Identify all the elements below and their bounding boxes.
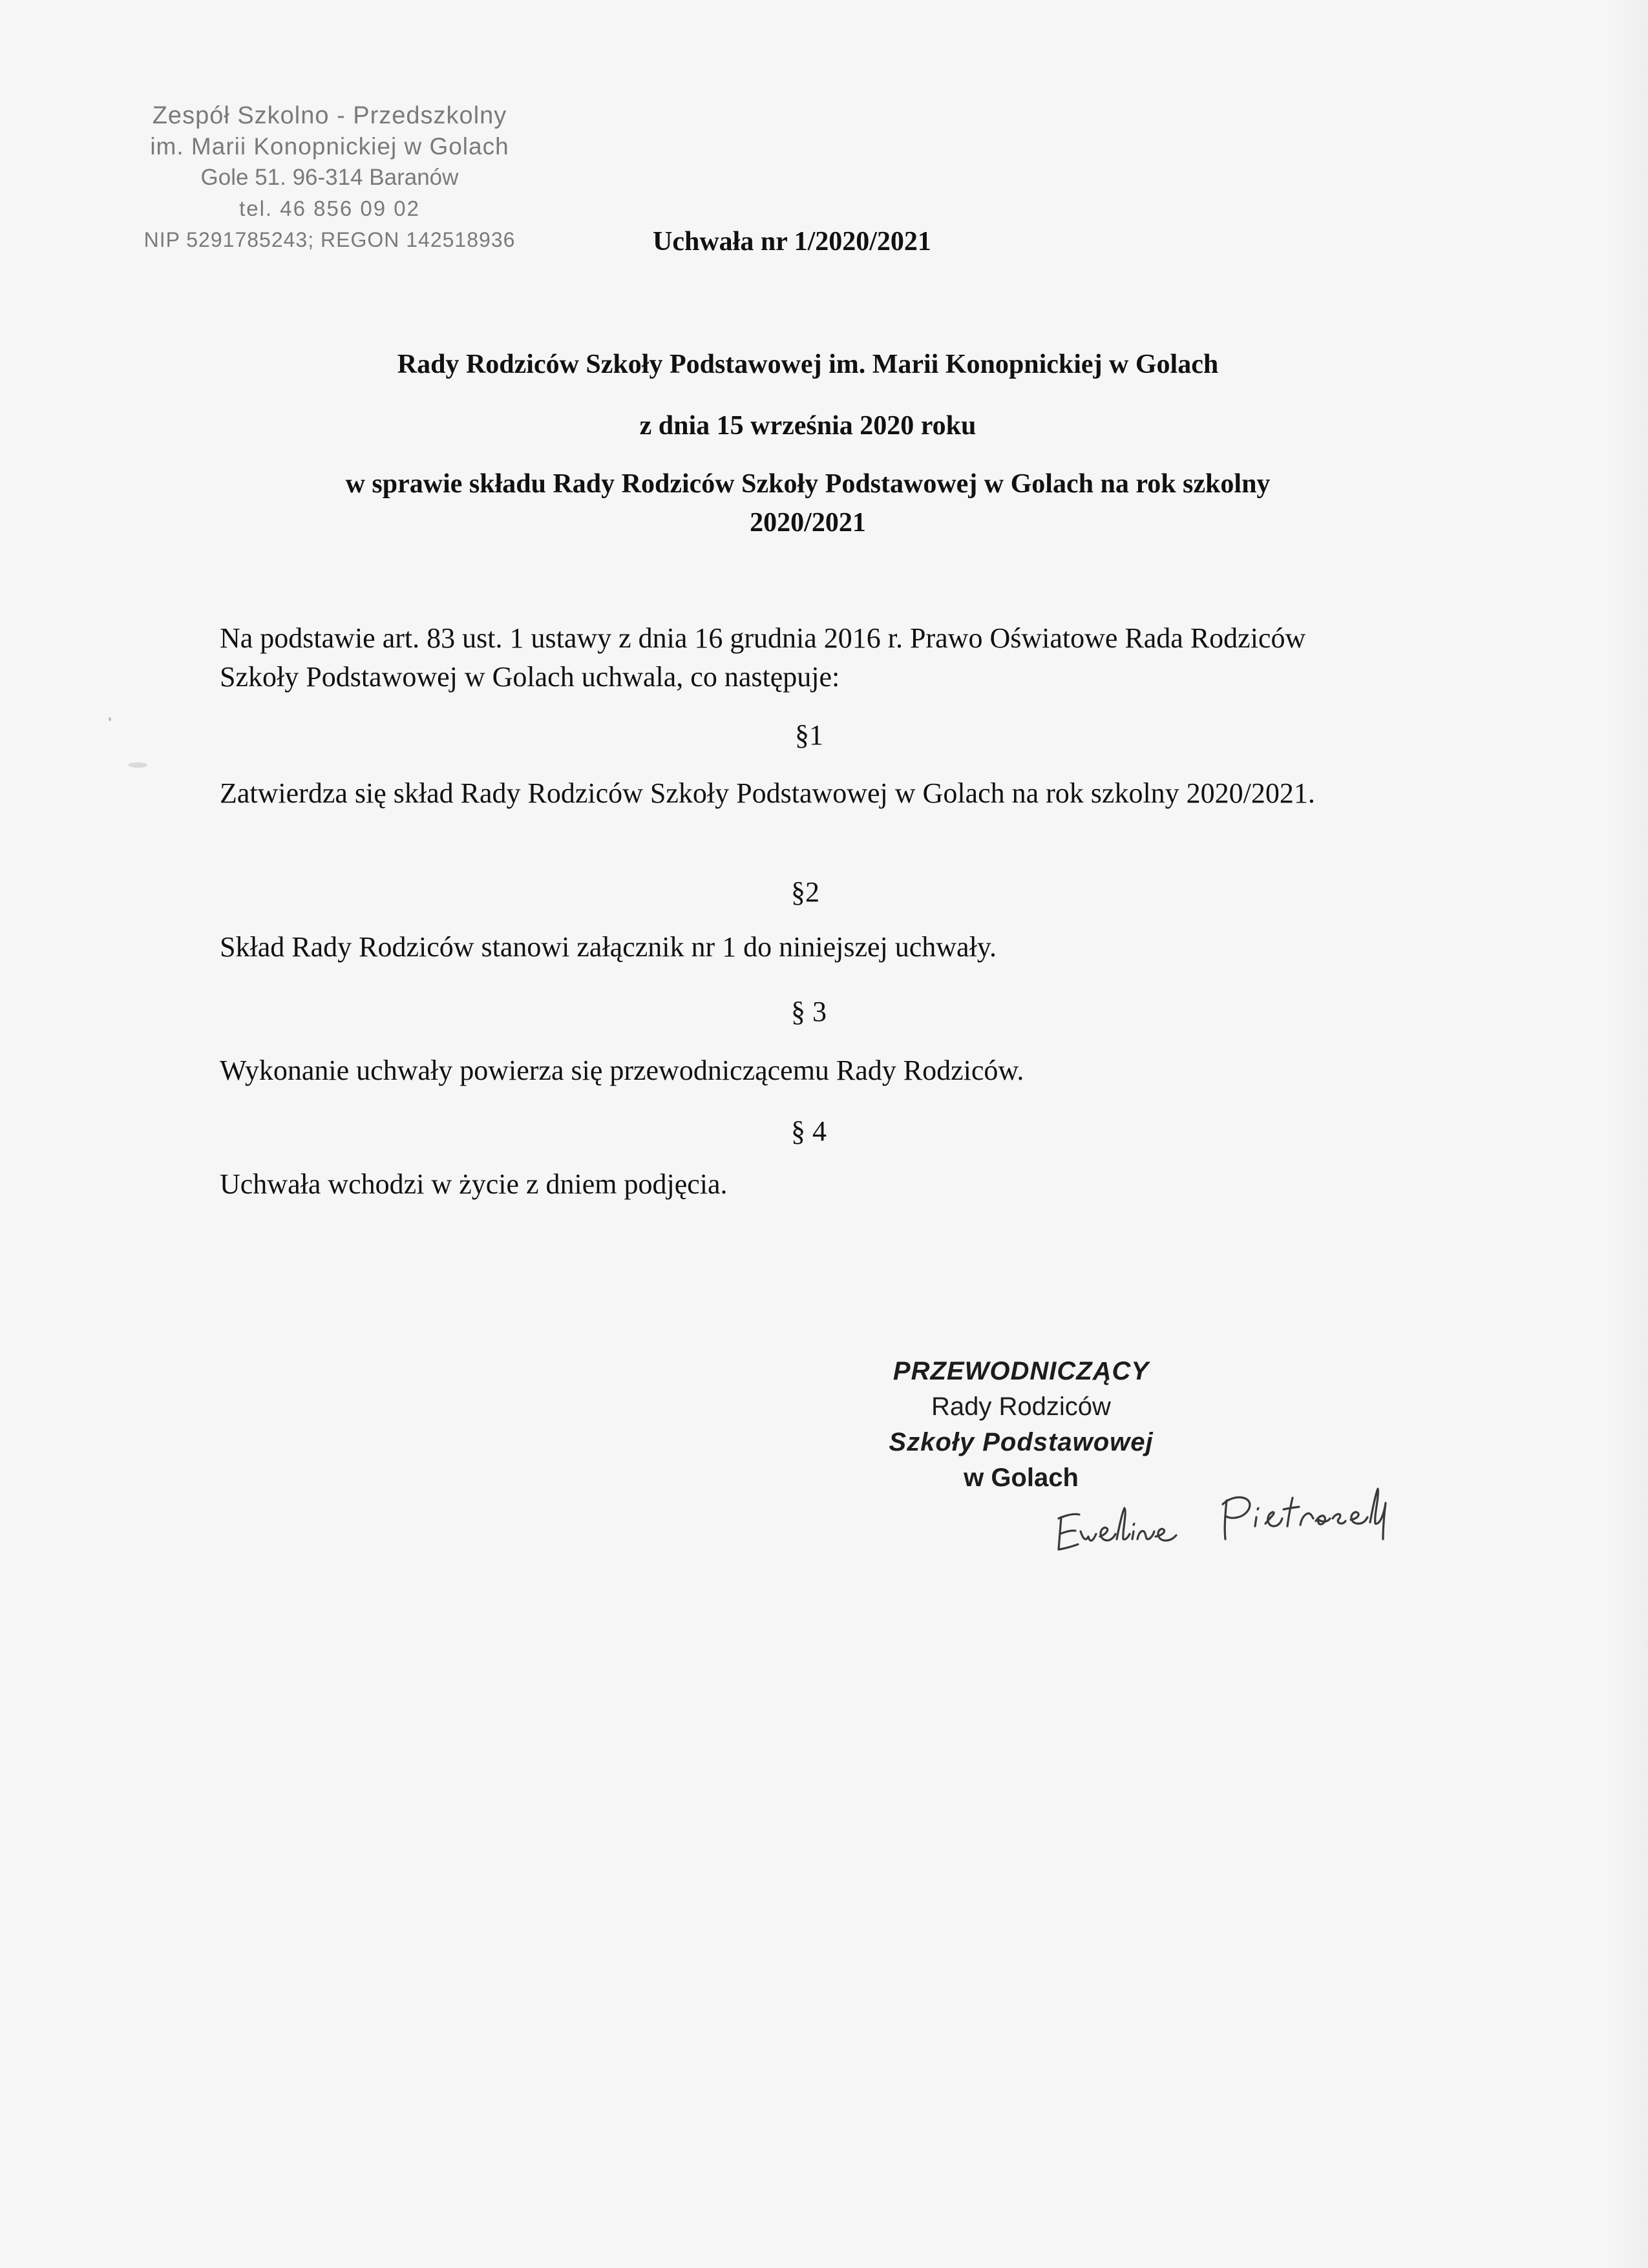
section-mark: § 3 <box>791 996 827 1027</box>
resolution-subject: w sprawie składu Rady Rodziców Szkoły Podstawowej w Golach na rok szkolny <box>345 469 1271 499</box>
chairman-council: Rady Rodziców <box>931 1392 1111 1421</box>
chairman-title: PRZEWODNICZĄCY <box>893 1357 1150 1385</box>
scan-speck <box>109 717 111 721</box>
handwritten-signature <box>1047 1467 1448 1564</box>
resolution-body-name: Rady Rodziców Szkoły Podstawowej im. Marii Konopnickiej w Golach <box>397 350 1219 379</box>
chairman-location: w Golach <box>964 1464 1079 1492</box>
chairman-school: Szkoły Podstawowej <box>889 1428 1154 1456</box>
school-stamp <box>110 100 549 255</box>
stamp-line: Gole 51. 96-314 Baranów <box>200 165 459 190</box>
resolution-subject-year: 2020/2021 <box>750 508 866 538</box>
section-mark: §1 <box>795 719 823 751</box>
stamp-line: Zespół Szkolno - Przedszkolny <box>152 102 507 129</box>
scan-speck <box>128 762 147 768</box>
section-mark: § 4 <box>791 1115 827 1147</box>
section-text: Wykonanie uchwały powierza się przewodniczącemu Rady Rodziców. <box>220 1055 1024 1086</box>
stamp-line: im. Marii Konopnickiej w Golach <box>150 133 509 160</box>
stamp-line: NIP 5291785243; REGON 142518936 <box>143 228 516 251</box>
section-mark: §2 <box>791 876 819 908</box>
legal-basis-paragraph: Na podstawie art. 83 ust. 1 ustawy z dnia 16 grudnia 2016 r. Prawo Oświatowe Rada Rodziców Szkoły Podstawowej w Golach uchwala, co następuje: <box>220 622 1306 693</box>
resolution-date: z dnia 15 września 2020 roku <box>639 411 977 441</box>
section-text: Zatwierdza się skład Rady Rodziców Szkoły Podstawowej w Golach na rok szkolny 2020/2021. <box>220 777 1315 809</box>
section-text: Uchwała wchodzi w życie z dniem podjęcia. <box>220 1168 728 1200</box>
resolution-title: Uchwała nr 1/2020/2021 <box>653 227 931 257</box>
scan-edge-shadow <box>1609 0 1648 2268</box>
section-text: Skład Rady Rodziców stanowi załącznik nr 1 do niniejszej uchwały. <box>220 931 997 963</box>
stamp-line: tel. 46 856 09 02 <box>239 196 420 220</box>
